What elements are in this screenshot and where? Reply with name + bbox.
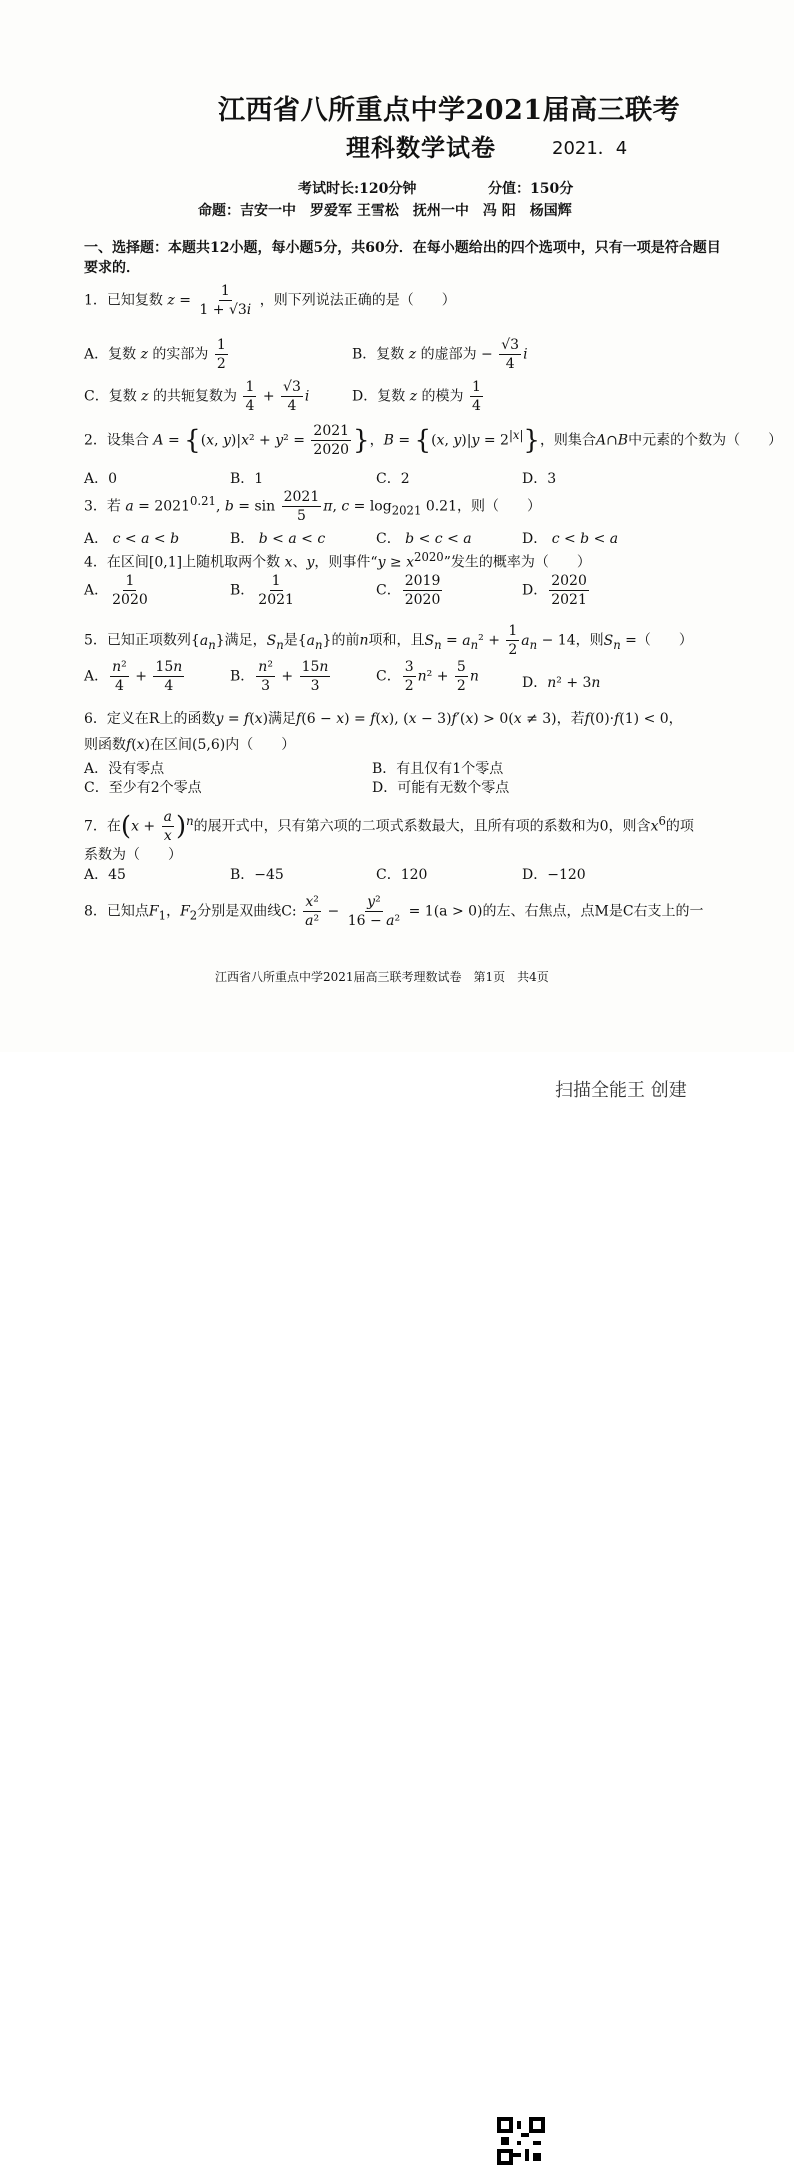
scanner-bar bbox=[0, 1052, 794, 1124]
question-2-option-c: C．2 bbox=[376, 471, 410, 487]
exam-score: 分值：150分 bbox=[488, 181, 574, 197]
question-6-option-a: A．没有零点 bbox=[84, 761, 165, 777]
question-6-stem-line2: 则函数f(x)在区间(5,6)内（ ） bbox=[84, 737, 296, 753]
question-6-option-b: B．有且仅有1个零点 bbox=[372, 761, 504, 777]
question-2-option-d: D．3 bbox=[522, 471, 557, 487]
question-7-option-c: C．120 bbox=[376, 867, 428, 883]
question-5-option-c: C． $\frac{3}{2}$ n² + $\frac{5}{2}$ n bbox=[376, 659, 479, 694]
question-7-option-a: A．45 bbox=[84, 867, 126, 883]
qr-code-icon bbox=[497, 2117, 545, 2165]
question-3-option-c: C． b < c < a bbox=[376, 531, 472, 547]
question-8-stem: 8．已知点$F_1$，$F_2$分别是双曲线C: $\frac{\text{x²}}{\text{a²}}$ − $\frac{\text{y²}}{\text{16 − a²}}$ = 1(a > 0)的左、右焦点，点M是C右支上的一 bbox=[84, 894, 704, 929]
question-2-option-b: B．1 bbox=[230, 471, 264, 487]
exam-title-line1: 江西省八所重点中学2021届高三联考 bbox=[218, 95, 681, 126]
question-4-stem: 4．在区间[0,1]上随机取两个数 x、y，则事件“$y \ge x^{2020}$”发生的概率为（ ） bbox=[84, 550, 591, 571]
question-7-stem-line2: 系数为（ ） bbox=[84, 847, 182, 863]
exam-title-line2: 理科数学试卷 bbox=[346, 133, 496, 162]
question-6-option-c: C．至少有2个零点 bbox=[84, 780, 202, 796]
question-3-option-b: B． b < a < c bbox=[230, 531, 326, 547]
question-4-option-a: A． $\frac{1}{2020}$ bbox=[84, 573, 148, 608]
question-6-option-d: D．可能有无数个零点 bbox=[372, 780, 510, 796]
question-2-stem: 2．设集合 A = {(x, y)|x² + y² = $\frac{2021}{2020}$ }，B = {(x, $y)|y = 2^{|x|}$}，则集合A∩B中元素的个数为（ ） bbox=[84, 423, 783, 458]
question-5-option-a: A． $\frac{\text{n²}}{4}$ + $\frac{15n}{4}$ bbox=[84, 659, 183, 694]
question-1-option-a: A．复数 z 的实部为 $\frac{1}{2}$ bbox=[84, 337, 226, 372]
question-4-option-d: D． $\frac{2020}{2021}$ bbox=[522, 573, 587, 608]
question-4-option-b: B． $\frac{1}{2021}$ bbox=[230, 573, 294, 608]
question-2-option-a: A．0 bbox=[84, 471, 118, 487]
question-1-option-d: D．复数 z 的模为 $\frac{1}{4}$ bbox=[352, 379, 481, 414]
question-7-option-d: D．−120 bbox=[522, 867, 586, 883]
question-3-option-d: D． c < b < a bbox=[522, 531, 619, 547]
exam-duration: 考试时长:120分钟 bbox=[298, 181, 417, 197]
question-4-option-c: C． $\frac{2019}{2020}$ bbox=[376, 573, 441, 608]
question-1-option-c: C．复数 z 的共轭复数为 $\frac{1}{4}$ + $\frac{√3}{4}$ i bbox=[84, 379, 310, 414]
question-3-option-a: A． c < a < b bbox=[84, 531, 180, 547]
question-7-option-b: B．−45 bbox=[230, 867, 284, 883]
exam-authors: 命题：吉安一中 罗爱军 王雪松 抚州一中 冯 阳 杨国辉 bbox=[198, 203, 572, 219]
question-5-option-d: D．n² + 3n bbox=[522, 675, 601, 691]
question-5-option-b: B． $\frac{\text{n²}}{3}$ + $\frac{15n}{3}$ bbox=[230, 659, 329, 694]
exam-page bbox=[0, 0, 794, 1052]
exam-date: 2021．4 bbox=[552, 138, 628, 159]
question-5-stem: 5．已知正项数列$\{a_n\}$满足，$S_n$是$\{a_n\}$的前n项和，且$S_n = a_n^2$ + $\frac{1}{2}$ $a_n - 14$，则$S_n$ =（ ） bbox=[84, 623, 693, 658]
question-1-stem: 1．已知复数 z = $\frac{1}{1 + √3i}$ ，则下列说法正确的是（ ） bbox=[84, 283, 456, 318]
question-1-option-b: B．复数 z 的虚部为 − $\frac{√3}{4}$ i bbox=[352, 337, 528, 372]
question-6-stem: 6．定义在R上的函数y = f(x)满足f(6 − x) = f(x), (x − 3)f′(x) > 0(x ≠ 3)，若f(0)·f(1) < 0， bbox=[84, 711, 683, 727]
section-instructions: 一、选择题：本题共12小题，每小题5分，共60分．在每小题给出的四个选项中，只有一项是符合题目要求的． bbox=[84, 240, 721, 276]
question-7-stem: 7．在(x + $\frac{a}{x}$ )$^n$的展开式中，只有第六项的二项式系数最大，且所有项的系数和为0，则含$x^6$的项 bbox=[84, 809, 694, 844]
scanner-label: 扫描全能王 创建 bbox=[555, 1080, 687, 1101]
question-3-stem: 3．若 $a = 2021^{0.21}$, b = sin $\frac{2021}{5}$ π, $c = \log_{2021} 0.21$，则（ ） bbox=[84, 489, 541, 524]
page-footer: 江西省八所重点中学2021届高三联考理数试卷 第1页 共4页 bbox=[215, 970, 549, 984]
